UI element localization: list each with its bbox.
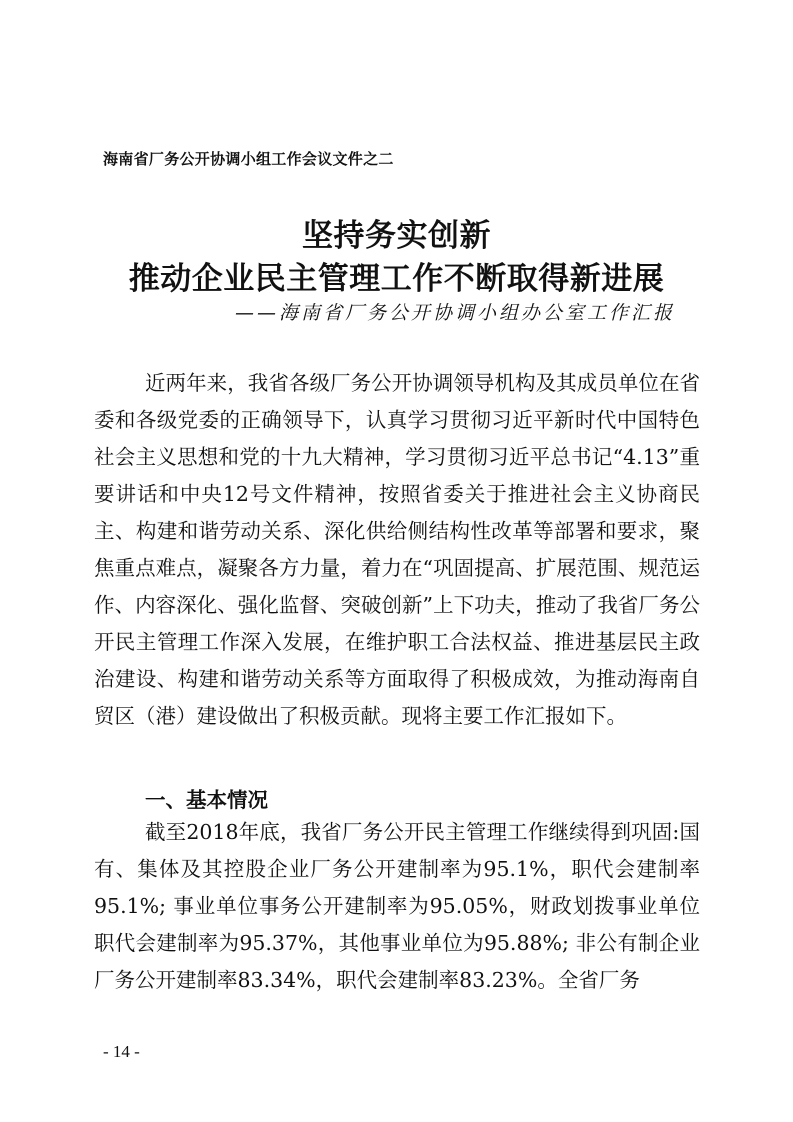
document-title-line-1: 坚持务实创新 — [302, 218, 491, 254]
page-number: - 14 - — [103, 1042, 140, 1061]
section-heading-basic-situation: 一、基本情况 — [145, 788, 268, 812]
document-title-line-2: 推动企业民主管理工作不断取得新进展 — [128, 261, 665, 297]
body-paragraph-intro: 近两年来，我省各级厂务公开协调领导机构及其成员单位在省委和各级党委的正确领导下，认真学习贯彻习近平新时代中国特色社会主义思想和党的十九大精神，学习贯彻习近平总书记“4.13”重要讲话和中央12号文件精神，按照省委关于推进社会主义协商民主、构建和谐劳动关系、深化供给侧结构性改革等部署和要求，聚焦重点难点，凝聚各方力量，着力在“巩固提高、扩展范围、规范运作、内容深化、强化监督、突破创新”上下功夫，推动了我省厂务公开民主管理工作深入发展，在维护职工合法权益、推进基层民主政治建设、构建和谐劳动关系等方面取得了积极成效，为推动海南自贸区（港）建设做出了积极贡献。现将主要工作汇报如下。 — [94, 371, 700, 728]
body-paragraph-statistics: 截至2018年底，我省厂务公开民主管理工作继续得到巩固:国有、集体及其控股企业厂务公开建制率为95.1%，职代会建制率95.1%; 事业单位事务公开建制率为95.05%，财政划拨事业单位职代会建制率为95.37%，其他事业单位为95.88%; 非公有制企业厂务公开建制率83.34%，职代会建制率83.23%。全省厂务 — [94, 820, 700, 992]
document-subtitle: ——海南省厂务公开协调小组办公室工作汇报 — [235, 302, 676, 324]
series-header: 海南省厂务公开协调小组工作会议文件之二 — [103, 150, 394, 168]
